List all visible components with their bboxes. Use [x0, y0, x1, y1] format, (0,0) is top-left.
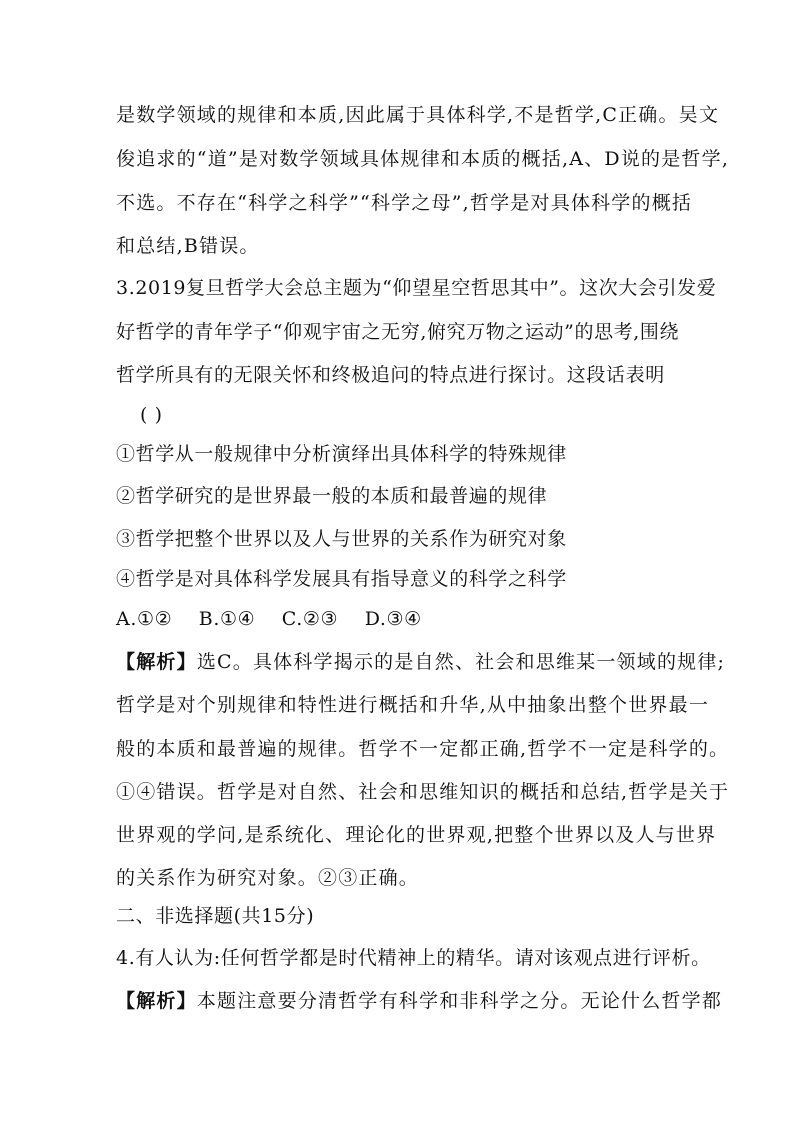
analysis-text: 本题注意要分清哲学有科学和非科学之分。无论什么哲学都 — [196, 990, 723, 1012]
analysis-tag: 【解析】 — [116, 990, 197, 1012]
choice-item: ②哲学研究的是世界最一般的本质和最普遍的规律 — [116, 485, 548, 507]
analysis-line: ①④错误。哲学是对自然、社会和思维知识的概括和总结,哲学是关于 — [116, 781, 730, 803]
text-line: 俊追求的“道”是对数学领域具体规律和本质的概括,A、D说的是哲学, — [116, 148, 730, 170]
text-line: 不选。不存在“科学之科学”“科学之母”,哲学是对具体科学的概括 — [116, 192, 693, 214]
analysis-line — [116, 988, 722, 1014]
question-3-stem: 3.2019复旦哲学大会总主题为“仰望星空哲思其中”。这次大会引发爱 — [116, 277, 717, 299]
question-4-stem: 4.有人认为:任何哲学都是时代精神上的精华。请对该观点进行评析。 — [116, 947, 711, 969]
text-line: 和总结,B错误。 — [116, 235, 260, 257]
question-3-stem: 好哲学的青年学子“仰观宇宙之无穷,俯究万物之运动”的思考,围绕 — [116, 321, 680, 343]
analysis-line: 哲学是对个别规律和特性进行概括和升华,从中抽象出整个世界最一 — [116, 694, 710, 716]
analysis-line: 般的本质和最普遍的规律。哲学不一定都正确,哲学不一定是科学的。 — [116, 738, 730, 760]
answer-blank: ( ) — [140, 404, 163, 426]
analysis-tag: 【解析】 — [116, 651, 197, 673]
section-heading: 二、非选择题(共15分) — [116, 905, 315, 927]
choice-item: ①哲学从一般规律中分析演绎出具体科学的特殊规律 — [116, 443, 567, 465]
analysis-text: 选C。具体科学揭示的是自然、社会和思维某一领域的规律; — [196, 651, 726, 673]
text-line: 是数学领域的规律和本质,因此属于具体科学,不是哲学,C正确。吴文 — [116, 104, 720, 126]
choice-item: ④哲学是对具体科学发展具有指导意义的科学之科学 — [116, 568, 567, 590]
question-3-stem: 哲学所具有的无限关怀和终极追问的特点进行探讨。这段话表明 — [116, 364, 665, 386]
choice-item: ③哲学把整个世界以及人与世界的关系作为研究对象 — [116, 528, 567, 550]
analysis-line: 的关系作为研究对象。②③正确。 — [116, 867, 420, 889]
answer-options: A.①② B.①④ C.②③ D.③④ — [116, 608, 422, 630]
analysis-line: 世界观的学问,是系统化、理论化的世界观,把整个世界以及人与世界 — [116, 824, 717, 846]
analysis-line — [116, 649, 725, 675]
